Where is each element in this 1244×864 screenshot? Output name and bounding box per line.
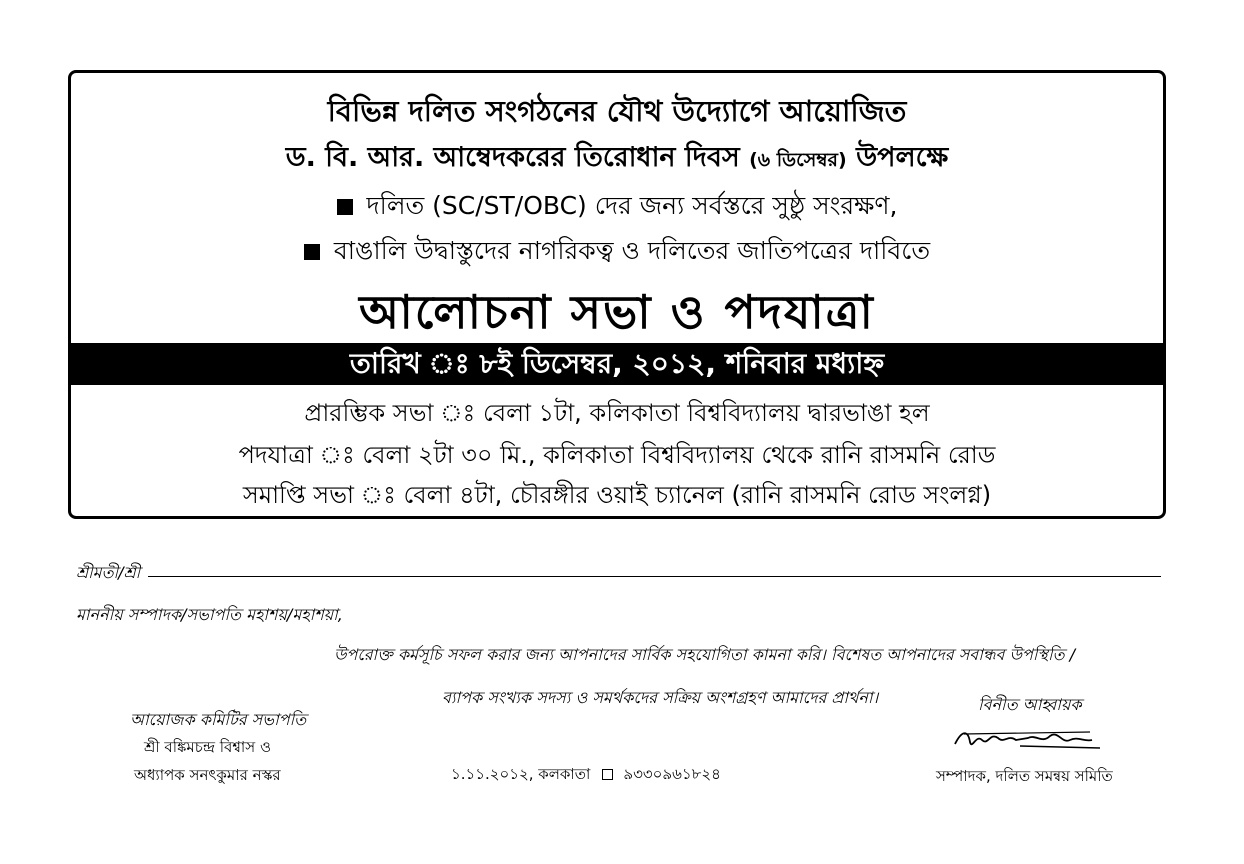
schedule-march: পদযাত্রা ঃ বেলা ২টা ৩০ মি., কলিকাতা বিশ্ববিদ্যালয় থেকে রানি রাসমনি রোড bbox=[238, 441, 996, 469]
schedule-opening-meeting: প্রারম্ভিক সভা ঃ বেলা ১টা, কলিকাতা বিশ্ববিদ্যালয় দ্বারভাঙা হল bbox=[304, 399, 930, 427]
occasion-suffix: উপলক্ষে bbox=[856, 142, 949, 173]
square-separator-icon bbox=[602, 769, 613, 780]
demand-2 bbox=[71, 231, 1163, 274]
president-name-2: অধ্যাপক সনৎকুমার নস্কর bbox=[134, 766, 281, 784]
occasion-date: (৬ ডিসেম্বর) bbox=[749, 149, 847, 171]
closing-convener: বিনীত আহ্বায়ক bbox=[978, 695, 1082, 714]
recipient-field bbox=[76, 560, 1161, 590]
president-label: আয়োজক কমিটির সভাপতি bbox=[130, 710, 307, 729]
square-bullet-icon bbox=[304, 244, 320, 260]
occasion-line bbox=[71, 137, 1163, 182]
recipient-label: শ্রীমতী/শ্রী bbox=[76, 563, 141, 582]
square-bullet-icon bbox=[337, 199, 353, 215]
recipient-blank-line bbox=[148, 576, 1161, 577]
event-notice-box bbox=[68, 70, 1166, 519]
date-place-phone bbox=[451, 763, 721, 788]
occasion-text: ড. বি. আর. আম্বেদকরের তিরোধান দিবস bbox=[285, 142, 740, 173]
schedule-closing-meeting: সমাপ্তি সভা ঃ বেলা ৪টা, চৌরঙ্গীর ওয়াই চ্যানেল (রানি রাসমনি রোড সংলগ্ন) bbox=[242, 481, 992, 509]
president-name-1: শ্রী বঙ্কিমচন্দ্র বিশ্বাস ও bbox=[144, 738, 271, 756]
letter-paragraph-1: উপরোক্ত কর্মসূচি সফল করার জন্য আপনাদের সার্বিক সহযোগিতা কামনা করি। বিশেষত আপনাদের সবান্ধব উপস্থিতি / bbox=[334, 645, 1076, 664]
demand-1-text: দলিত (SC/ST/OBC) দের জন্য সর্বস্তরে সুষ্ঠু সংরক্ষণ, bbox=[366, 191, 898, 220]
event-title: আলোচনা সভা ও পদযাত্রা bbox=[359, 285, 875, 339]
organizers-heading: বিভিন্ন দলিত সংগঠনের যৌথ উদ্যোগে আয়োজিত bbox=[327, 94, 907, 128]
salutation: মাননীয় সম্পাদক/সভাপতি মহাশয়/মহাশয়া, bbox=[76, 605, 343, 624]
handwritten-signature bbox=[950, 720, 1120, 760]
letter-paragraph-2: ব্যাপক সংখ্যক সদস্য ও সমর্থকদের সক্রিয় অংশগ্রহণ আমাদের প্রার্থনা। bbox=[442, 688, 879, 707]
demand-2-text: বাঙালি উদ্বাস্তুদের নাগরিকত্ব ও দলিতের জাতিপত্রের দাবিতে bbox=[333, 236, 931, 265]
secretary-title: সম্পাদক, দলিত সমন্বয় সমিতি bbox=[936, 767, 1113, 785]
demand-1 bbox=[71, 186, 1163, 229]
phone-number: ৯৩৩০৯৬১৮২৪ bbox=[623, 765, 721, 783]
date-place: ১.১১.২০১২, কলকাতা bbox=[451, 765, 591, 783]
date-banner: তারিখ ঃ ৮ই ডিসেম্বর, ২০১২, শনিবার মধ্যাহ্ন bbox=[71, 343, 1163, 385]
